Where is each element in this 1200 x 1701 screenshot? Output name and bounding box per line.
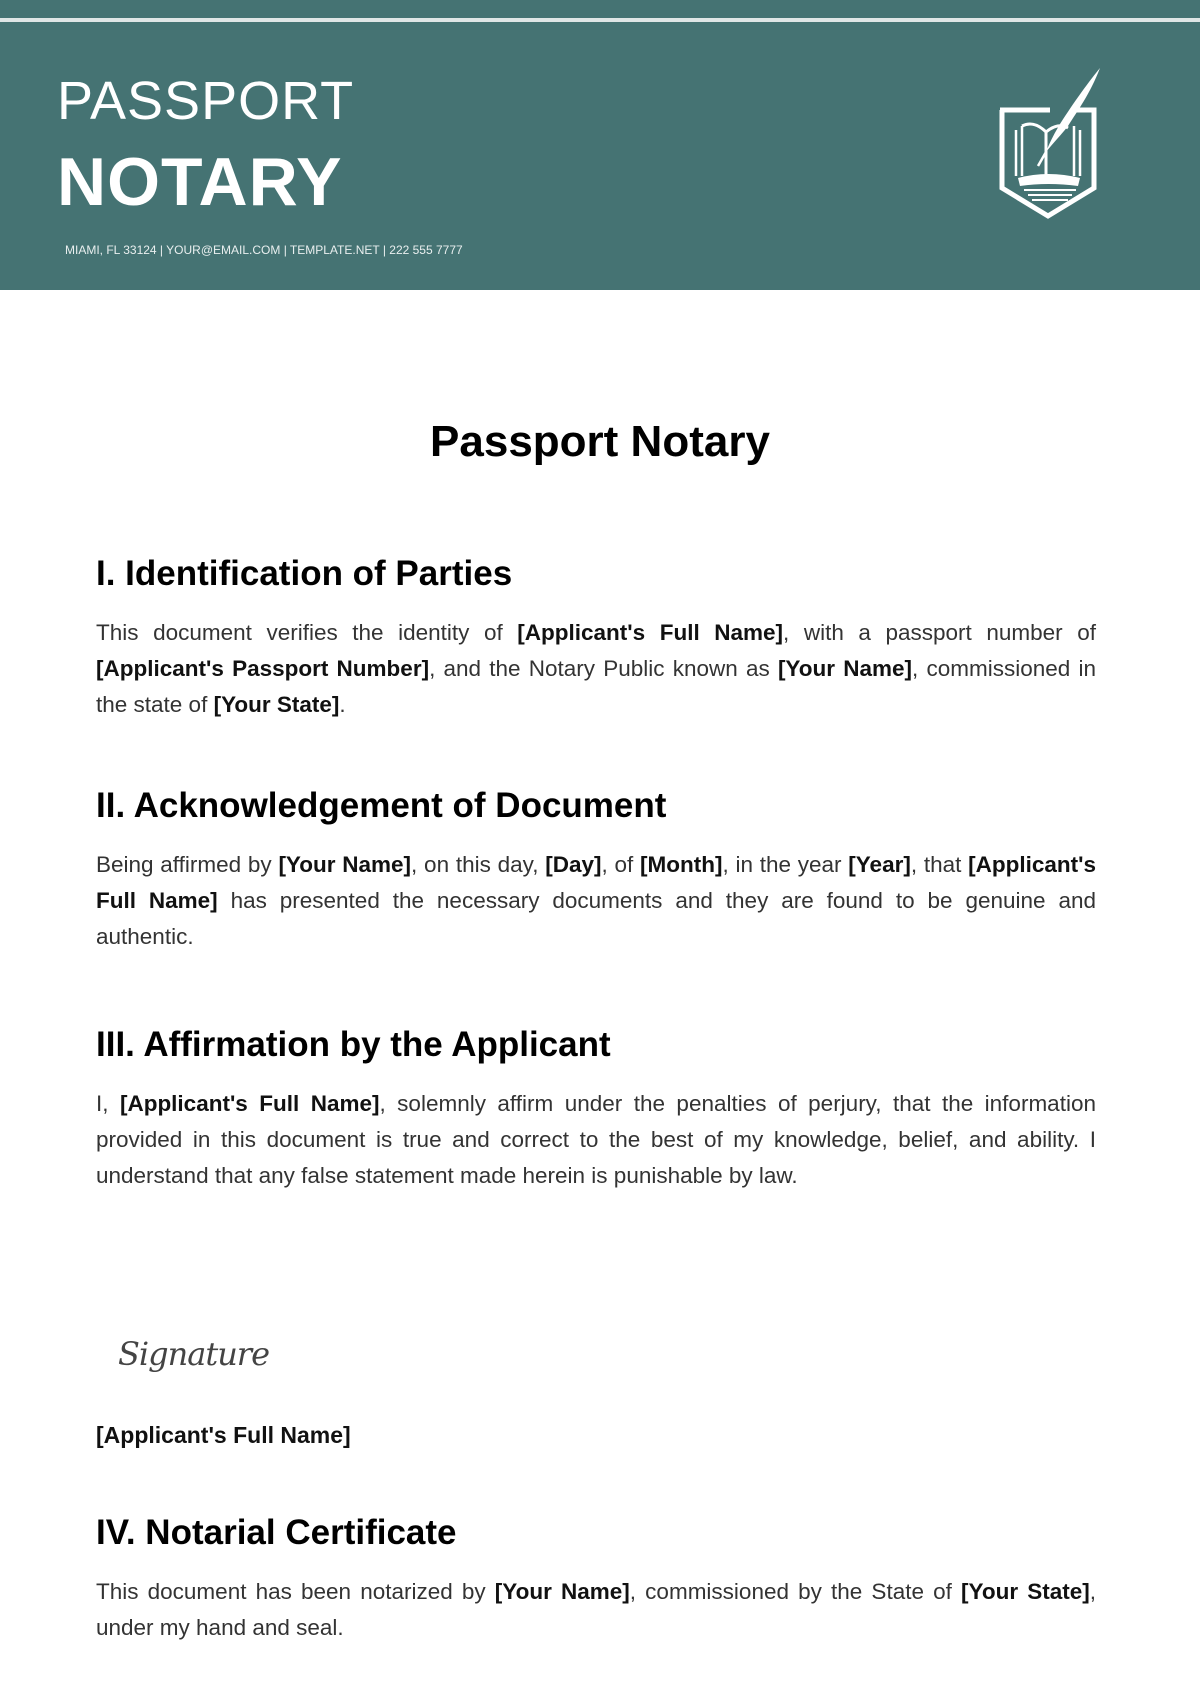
brand-name-line1: PASSPORT — [57, 71, 355, 131]
signer-name: [Applicant's Full Name] — [96, 1422, 351, 1448]
shield-book-quill-icon — [998, 66, 1102, 220]
placeholder-field: [Month] — [640, 852, 723, 877]
placeholder-field: [Applicant's Passport Number] — [96, 656, 430, 681]
placeholder-field: [Your Name] — [494, 1579, 630, 1604]
placeholder-field: [Year] — [848, 852, 911, 877]
contact-info: MIAMI, FL 33124 | YOUR@EMAIL.COM | TEMPLATE.NET | 222 555 7777 — [65, 243, 463, 257]
section-acknowledgement-of-document — [96, 785, 1096, 955]
document-title: Passport Notary — [430, 417, 770, 466]
header-top-rule — [0, 18, 1200, 22]
section-heading: III. Affirmation by the Applicant — [96, 1025, 611, 1064]
section-body: This document has been notarized by [Your Name], commissioned by the State of [Your State], under my hand and seal. — [96, 1579, 1097, 1640]
brand-name-line2: NOTARY — [57, 144, 343, 220]
section-affirmation-by-applicant — [96, 1024, 1096, 1194]
section-body: I, [Applicant's Full Name], solemnly affirm under the penalties of perjury, that the information provided in this document is true and correct to the best of my knowledge, belief, and ability. I understand that any false statement made herein is punishable by law. — [96, 1091, 1096, 1188]
section-heading: I. Identification of Parties — [96, 554, 513, 593]
placeholder-field: [Applicant's Full Name] — [96, 852, 1096, 913]
section-body: Being affirmed by [Your Name], on this day, [Day], of [Month], in the year [Year], that [Applicant's Full Name] has presented the necessary documents and they are found to be genuine and authentic. — [96, 852, 1096, 949]
letterhead-banner — [0, 0, 1200, 290]
section-notarial-certificate — [96, 1512, 1096, 1646]
placeholder-field: [Your State] — [213, 692, 340, 717]
placeholder-field: [Applicant's Full Name] — [517, 620, 784, 645]
placeholder-field: [Your Name] — [278, 852, 412, 877]
section-identification-of-parties — [96, 553, 1096, 723]
placeholder-field: [Day] — [545, 852, 602, 877]
section-heading: IV. Notarial Certificate — [96, 1513, 457, 1552]
section-heading: II. Acknowledgement of Document — [96, 786, 667, 825]
section-body: This document verifies the identity of [Applicant's Full Name], with a passport number of [Applicant's Passport Number], and the Notary Public known as [Your Name], commissioned in the state of [Your State]. — [96, 620, 1096, 717]
signature-script: Signature — [118, 1335, 270, 1373]
placeholder-field: [Your State] — [961, 1579, 1090, 1604]
placeholder-field: [Applicant's Full Name] — [119, 1091, 380, 1116]
placeholder-field: [Your Name] — [777, 656, 912, 681]
